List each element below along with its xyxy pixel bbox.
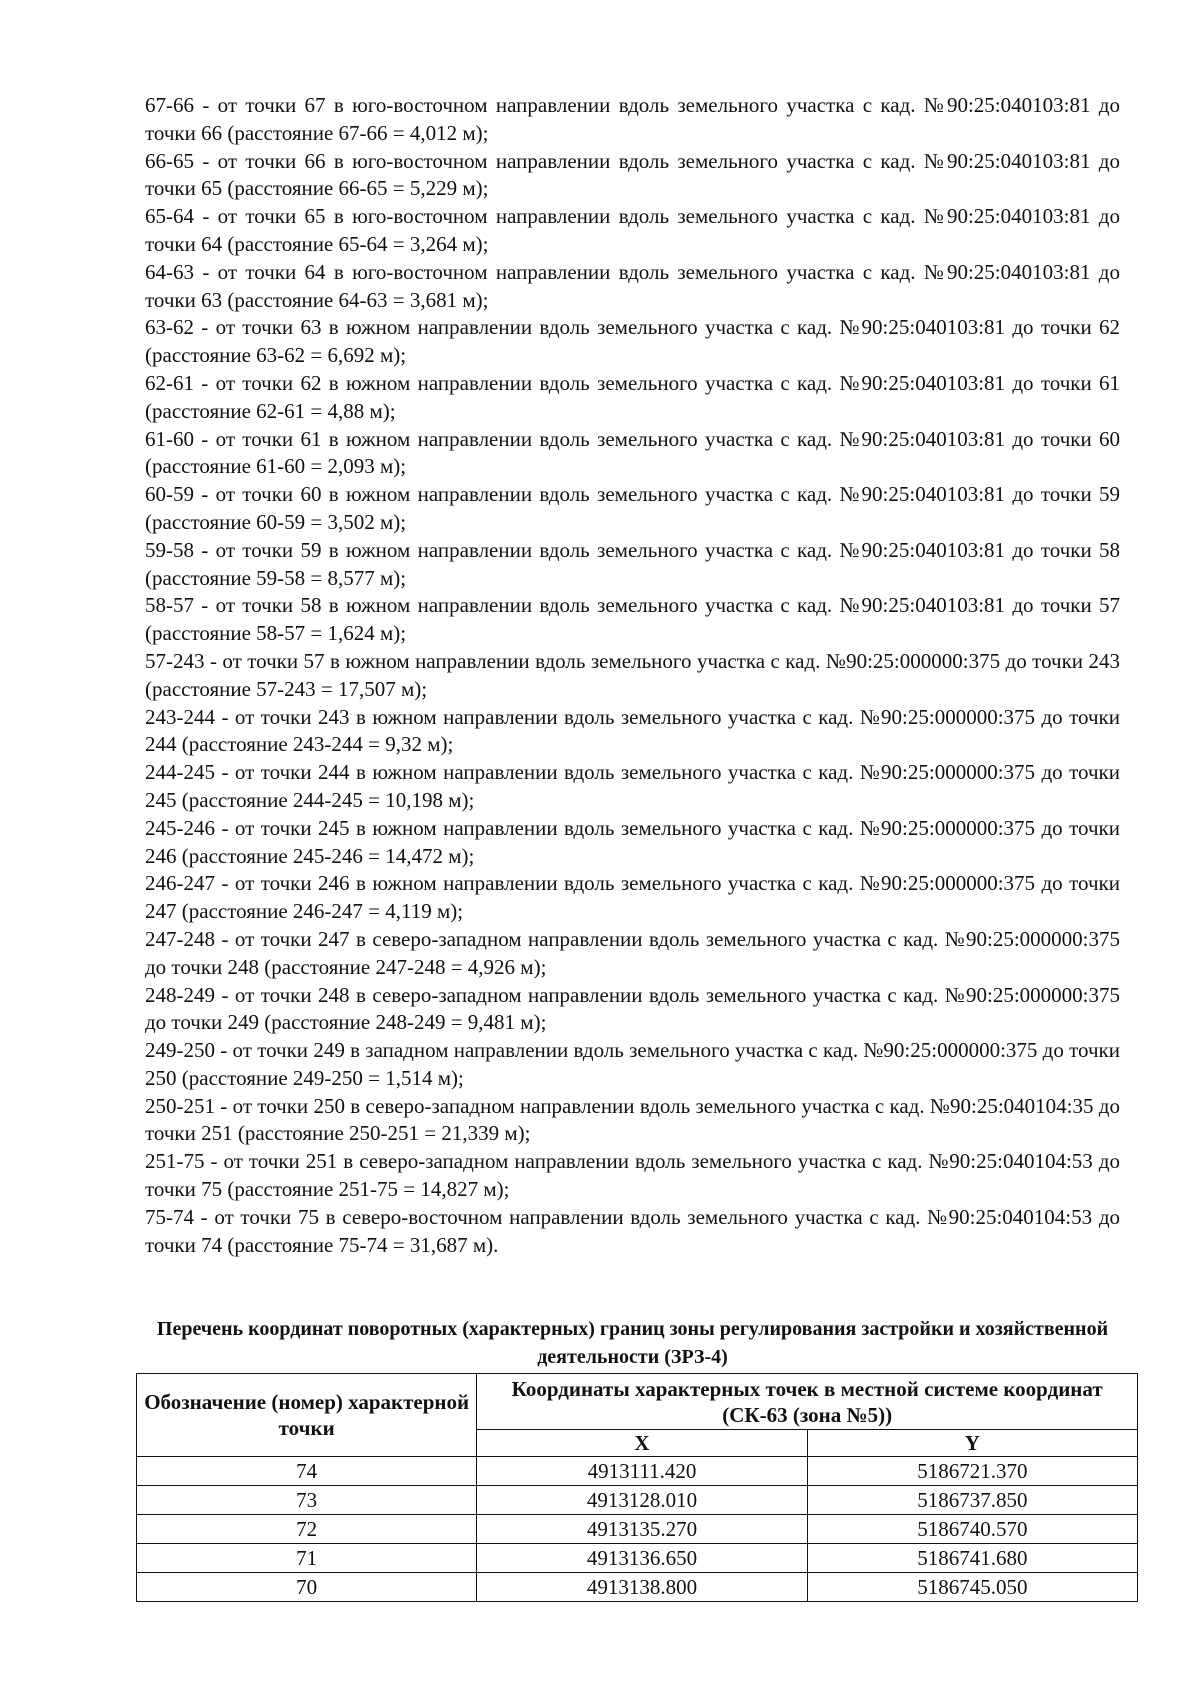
cell-point: 70 (137, 1573, 477, 1602)
boundary-description (145, 92, 1120, 1259)
cell-point: 71 (137, 1544, 477, 1573)
paragraph-61-60: 61-60 - от точки 61 в южном направлении вдоль земельного участка с кад. №90:25:040103:81 до точки 60 (расстояние 61-60 = 2,093 м); (145, 426, 1120, 479)
cell-y: 5186745.050 (807, 1573, 1137, 1602)
section-spacer (145, 1259, 1120, 1315)
paragraph-63-62: 63-62 - от точки 63 в южном направлении вдоль земельного участка с кад. №90:25:040103:81 до точки 62 (расстояние 63-62 = 6,692 м); (145, 315, 1120, 368)
paragraph-251-75: 251-75 - от точки 251 в северо-западном направлении вдоль земельного участка с кад. №90:25:040104:53 до точки 75 (расстояние 251-75 = 14,827 м); (145, 1149, 1120, 1202)
header-y: Y (807, 1430, 1137, 1457)
paragraph-247-248: 247-248 - от точки 247 в северо-западном направлении вдоль земельного участка с кад. №90:25:000000:375 до точки 248 (расстояние 247-248 = 4,926 м); (145, 926, 1120, 979)
paragraph-66-65: 66-65 - от точки 66 в юго-восточном направлении вдоль земельного участка с кад. №90:25:040103:81 до точки 65 (расстояние 66-65 = 5,229 м); (145, 148, 1120, 201)
cell-y: 5186740.570 (807, 1515, 1137, 1544)
table-row (137, 1486, 1138, 1515)
cell-x: 4913128.010 (477, 1486, 807, 1515)
cell-y: 5186721.370 (807, 1457, 1137, 1486)
table-caption: Перечень координат поворотных (характерных) границ зоны регулирования застройки и хозяйственной деятельности (ЗРЗ-4) (156, 1318, 1109, 1369)
paragraph-243-244: 243-244 - от точки 243 в южном направлении вдоль земельного участка с кад. №90:25:000000:375 до точки 244 (расстояние 243-244 = 9,32 м); (145, 704, 1120, 757)
paragraph-244-245: 244-245 - от точки 244 в южном направлении вдоль земельного участка с кад. №90:25:000000:375 до точки 245 (расстояние 244-245 = 10,198 м); (145, 760, 1120, 812)
paragraph-75-74: 75-74 - от точки 75 в северо-восточном направлении вдоль земельного участка с кад. №90:25:040104:53 до точки 74 (расстояние 75-74 = 31,687 м). (145, 1204, 1120, 1257)
table-row (137, 1573, 1138, 1602)
paragraph-60-59: 60-59 - от точки 60 в южном направлении вдоль земельного участка с кад. №90:25:040103:81 до точки 59 (расстояние 60-59 = 3,502 м); (145, 482, 1120, 534)
paragraph-62-61: 62-61 - от точки 62 в южном направлении вдоль земельного участка с кад. №90:25:040103:81 до точки 61 (расстояние 62-61 = 4,88 м); (145, 370, 1120, 423)
table-row (137, 1544, 1138, 1573)
paragraph-245-246: 245-246 - от точки 245 в южном направлении вдоль земельного участка с кад. №90:25:000000:375 до точки 246 (расстояние 245-246 = 14,472 м); (145, 815, 1120, 868)
table-row (137, 1457, 1138, 1486)
cell-y: 5186741.680 (807, 1544, 1137, 1573)
paragraph-65-64: 65-64 - от точки 65 в юго-восточном направлении вдоль земельного участка с кад. №90:25:040103:81 до точки 64 (расстояние 65-64 = 3,264 м); (145, 204, 1120, 256)
paragraph-67-66: 67-66 - от точки 67 в юго-восточном направлении вдоль земельного участка с кад. №90:25:040103:81 до точки 66 (расстояние 67-66 = 4,012 м); (145, 93, 1120, 145)
header-point-number: Обозначение (номер) характерной точки (137, 1374, 477, 1457)
cell-point: 74 (137, 1457, 477, 1486)
cell-y: 5186737.850 (807, 1486, 1137, 1515)
header-x: X (477, 1430, 807, 1457)
cell-point: 72 (137, 1515, 477, 1544)
cell-x: 4913138.800 (477, 1573, 807, 1602)
cell-x: 4913111.420 (477, 1457, 807, 1486)
paragraph-248-249: 248-249 - от точки 248 в северо-западном направлении вдоль земельного участка с кад. №90:25:000000:375 до точки 249 (расстояние 248-249 = 9,481 м); (145, 982, 1120, 1035)
paragraph-57-243: 57-243 - от точки 57 в южном направлении вдоль земельного участка с кад. №90:25:000000:375 до точки 243 (расстояние 57-243 = 17,507 м); (145, 648, 1120, 701)
paragraph-246-247: 246-247 - от точки 246 в южном направлении вдоль земельного участка с кад. №90:25:000000:375 до точки 247 (расстояние 246-247 = 4,119 м); (145, 871, 1120, 924)
document-page (145, 92, 1120, 1602)
table-row (137, 1515, 1138, 1544)
paragraph-59-58: 59-58 - от точки 59 в южном направлении вдоль земельного участка с кад. №90:25:040103:81 до точки 58 (расстояние 59-58 = 8,577 м); (145, 537, 1120, 590)
table-header-row (137, 1374, 1138, 1430)
coordinates-table (136, 1373, 1138, 1602)
paragraph-58-57: 58-57 - от точки 58 в южном направлении вдоль земельного участка с кад. №90:25:040103:81 до точки 57 (расстояние 58-57 = 1,624 м); (145, 593, 1120, 646)
cell-x: 4913135.270 (477, 1515, 807, 1544)
cell-point: 73 (137, 1486, 477, 1515)
paragraph-250-251: 250-251 - от точки 250 в северо-западном направлении вдоль земельного участка с кад. №90:25:040104:35 до точки 251 (расстояние 250-251 = 21,339 м); (145, 1093, 1120, 1146)
paragraph-249-250: 249-250 - от точки 249 в западном направлении вдоль земельного участка с кад. №90:25:000000:375 до точки 250 (расстояние 249-250 = 1,514 м); (145, 1038, 1120, 1090)
paragraph-64-63: 64-63 - от точки 64 в юго-восточном направлении вдоль земельного участка с кад. №90:25:040103:81 до точки 63 (расстояние 64-63 = 3,681 м); (145, 259, 1120, 312)
header-coordinates-group: Координаты характерных точек в местной системе координат (СК-63 (зона №5)) (477, 1374, 1138, 1430)
cell-x: 4913136.650 (477, 1544, 807, 1573)
